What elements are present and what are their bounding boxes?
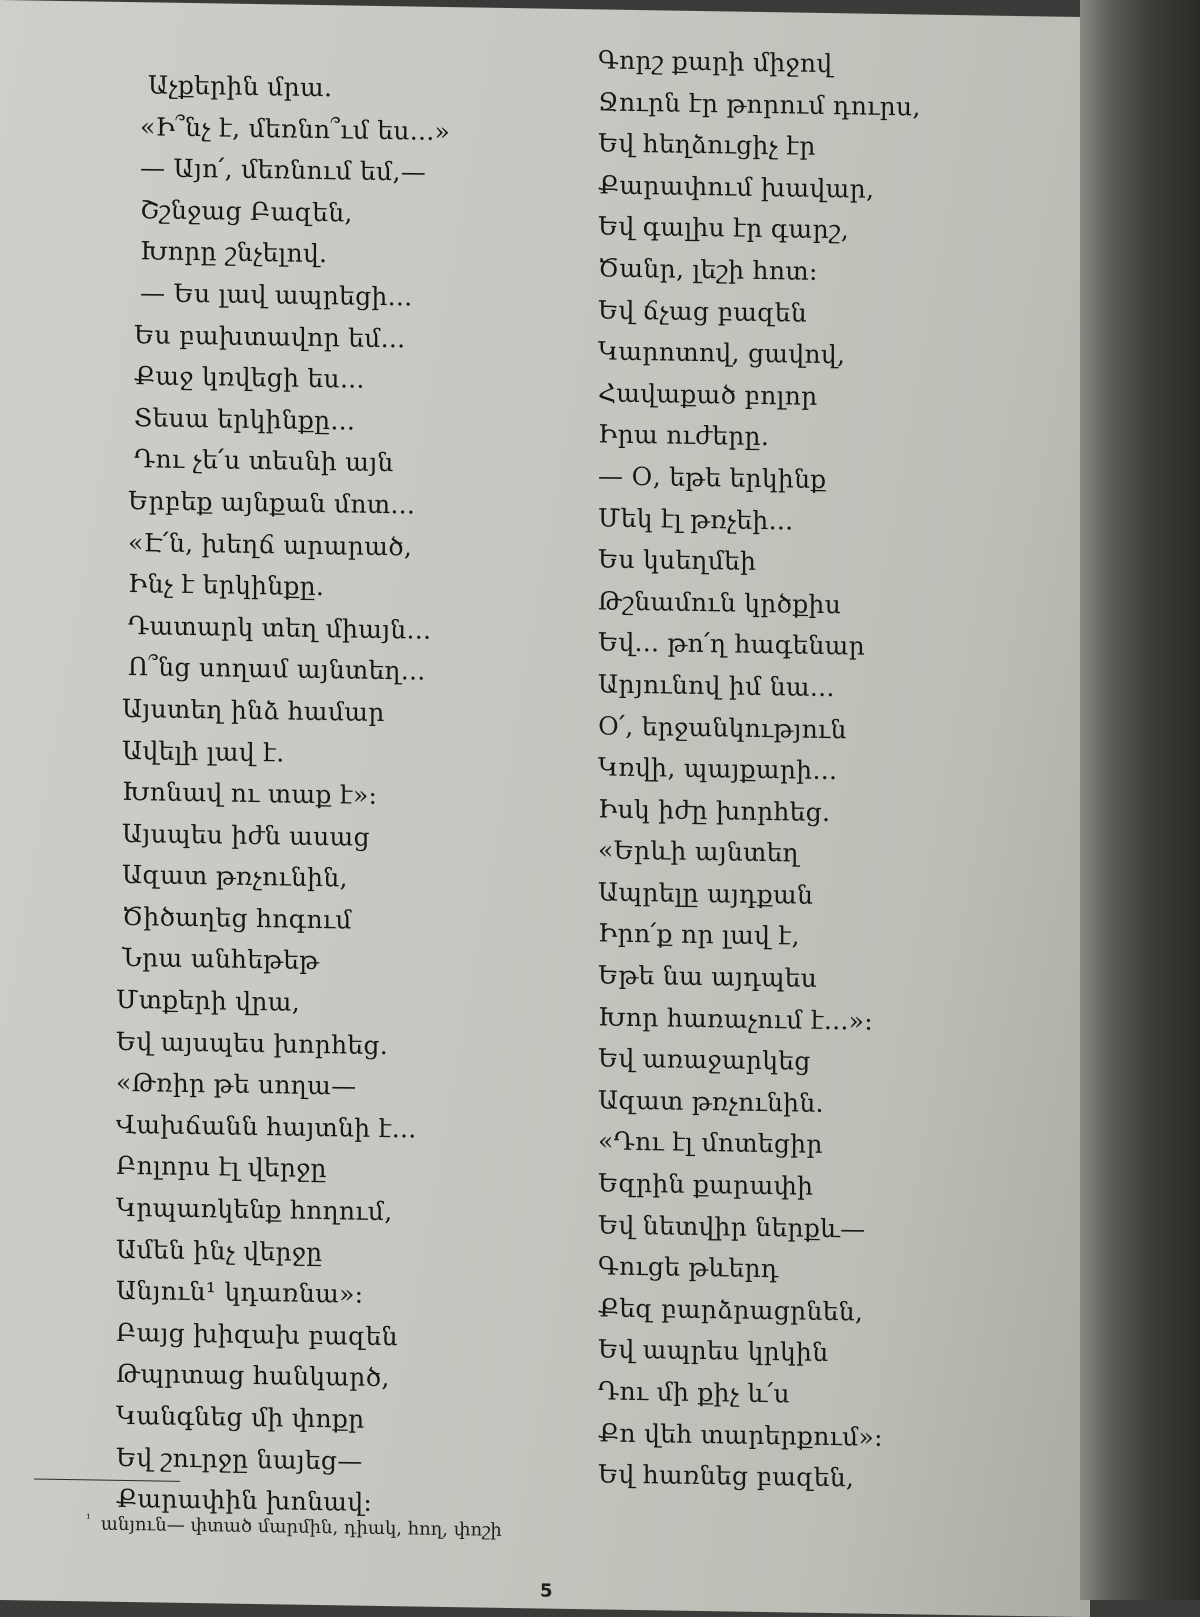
- book-spine-shadow: [1080, 0, 1200, 1600]
- poem-line: Կռվի, պայքարի...: [598, 752, 838, 786]
- poem-line: Կարոտով, ցավով,: [598, 336, 846, 370]
- poem-line: Խոնավ ու տաք է»:: [122, 777, 378, 811]
- poem-line: Եվ այսպես խորհեց.: [116, 1026, 388, 1060]
- poem-line: Եվ հառնեց բազեն,: [598, 1459, 855, 1493]
- footnote-text: անյուն— փտած մարմին, դիակ, հող, փոշի: [100, 1513, 502, 1541]
- poem-line: — Այո՛, մեռնում եմ,—: [140, 153, 427, 187]
- poem-line: Անյուն¹ կդառնա»:: [116, 1276, 364, 1309]
- poem-line: Քարափին խոնավ:: [116, 1484, 373, 1518]
- poem-line: Խոր հառաչում է...»:: [598, 1002, 873, 1036]
- poem-line: Ջուրն էր թորում դուրս,: [598, 86, 921, 122]
- poem-right-column: [598, 39, 921, 1500]
- poem-line: Այստեղ ինձ համար: [122, 693, 385, 727]
- poem-line: Բոլորս էլ վերջը: [116, 1151, 327, 1184]
- poem-line: Նրա անհեթեթ: [122, 943, 320, 976]
- poem-line: Վախճանն հայտնի է...: [116, 1109, 417, 1144]
- poem-line: Իսկ իժը խորհեց.: [598, 794, 831, 827]
- poem-line: Ես բախտավոր եմ...: [134, 319, 406, 353]
- poem-line: Դու չե՛ս տեսնի այն: [134, 444, 394, 478]
- poem-line: Հավաքած բոլոր: [598, 378, 818, 411]
- poem-line: Իրա ուժերը.: [598, 419, 770, 452]
- poem-line: Եվ հեղձուցիչ էր: [598, 128, 816, 162]
- poem-line: Ես կսեղմեի: [598, 544, 757, 577]
- poem-line: Կրպառկենք հողում,: [116, 1192, 393, 1227]
- poem-line: — Օ, եթե երկինք: [598, 461, 827, 494]
- poem-line: Իրո՛ք որ լավ է,: [598, 918, 800, 952]
- poem-line: «Դու էլ մոտեցիր: [598, 1126, 823, 1160]
- poem-line: Ավելի լավ է.: [122, 735, 285, 767]
- poem-line: Ազատ թռչունին.: [598, 1085, 824, 1118]
- poem-line: Մտքերի վրա,: [116, 984, 301, 1017]
- poem-line: Օ՛, երջանկություն: [598, 710, 847, 744]
- poem-line: Այսպես իժն ասաց: [122, 818, 370, 852]
- poem-line: Թշնամուն կրծքիս: [598, 586, 842, 619]
- poem-line: «Ի՞նչ է, մեռնո՞ւմ ես...»: [140, 111, 451, 146]
- poem-line: Եվ առաջարկեց: [598, 1043, 811, 1076]
- footnote-marker: ¹: [86, 1511, 91, 1526]
- poem-line: Տեսա երկինքը...: [134, 402, 356, 436]
- page-number: 5: [540, 1580, 553, 1602]
- poem-line: Դու մի քիչ և՛ս: [598, 1376, 790, 1409]
- poem-line: Գորշ քարի միջով: [598, 45, 833, 79]
- poem-line: Ամեն ինչ վերջը: [116, 1234, 323, 1267]
- poem-line: — Ես լավ ապրեցի...: [140, 278, 413, 312]
- poem-line: Աչքերին մրա.: [148, 70, 333, 103]
- poem-line: Եվ գալիս էր գարշ,: [598, 211, 850, 245]
- poem-line: Դատարկ տեղ միայն...: [128, 610, 432, 645]
- poem-line: Ազատ թռչունին,: [122, 860, 348, 893]
- poem-line: «Թռիր թե սողա—: [116, 1068, 357, 1101]
- poem-line: Եվ ապրես կրկին: [598, 1334, 829, 1368]
- poem-line: Կանգնեց մի փոքր: [116, 1400, 365, 1434]
- poem-line: Քաջ կռվեցի ես...: [134, 361, 365, 394]
- poem-line: «Երևի այնտեղ: [598, 835, 799, 868]
- poem-line: Արյունով իմ նա...: [598, 669, 835, 703]
- poem-line: Գուցե թևերդ: [598, 1251, 779, 1284]
- poem-line: Եվ ճչաց բազեն: [598, 294, 807, 328]
- poem-line: Եվ նետվիր ներքև—: [598, 1210, 866, 1244]
- poem-line: Եվ շուրջը նայեց—: [116, 1442, 363, 1476]
- poem-line: Քարափում խավար,: [598, 170, 875, 204]
- poem-line: Խորը շնչելով.: [140, 236, 328, 269]
- poem-line: Եզրին քարափի: [598, 1168, 814, 1201]
- poem-line: Եթե նա այդպես: [598, 960, 818, 993]
- poem-line: Մեկ էլ թռչեի...: [598, 502, 794, 535]
- poem-line: Թպրտաց հանկարծ,: [116, 1359, 390, 1393]
- poem-line: Ո՞նց սողամ այնտեղ...: [128, 652, 426, 686]
- poem-line: Բայց խիզախ բազեն: [116, 1317, 398, 1352]
- poem-line: Շշնջաց Բազեն,: [140, 194, 353, 228]
- poem-left-column: [116, 64, 450, 1525]
- poem-line: Ծանր, լեշի հոտ:: [598, 253, 818, 286]
- poem-line: Երբեք այնքան մոտ...: [128, 485, 416, 520]
- poem-line: Քեզ բարձրացրնեն,: [598, 1293, 864, 1327]
- poem-line: «Է՛ն, խեղճ արարած,: [128, 527, 413, 562]
- poem-line: Եվ... թո՛ղ հագենար: [598, 627, 866, 661]
- poem-line: Ծիծաղեց հոգում: [122, 901, 352, 935]
- poem-line: Ապրելը այդքան: [598, 877, 814, 910]
- poem-line: Ինչ է երկինքը.: [128, 569, 325, 602]
- poem-line: Քո վեհ տարերքում»:: [598, 1417, 883, 1452]
